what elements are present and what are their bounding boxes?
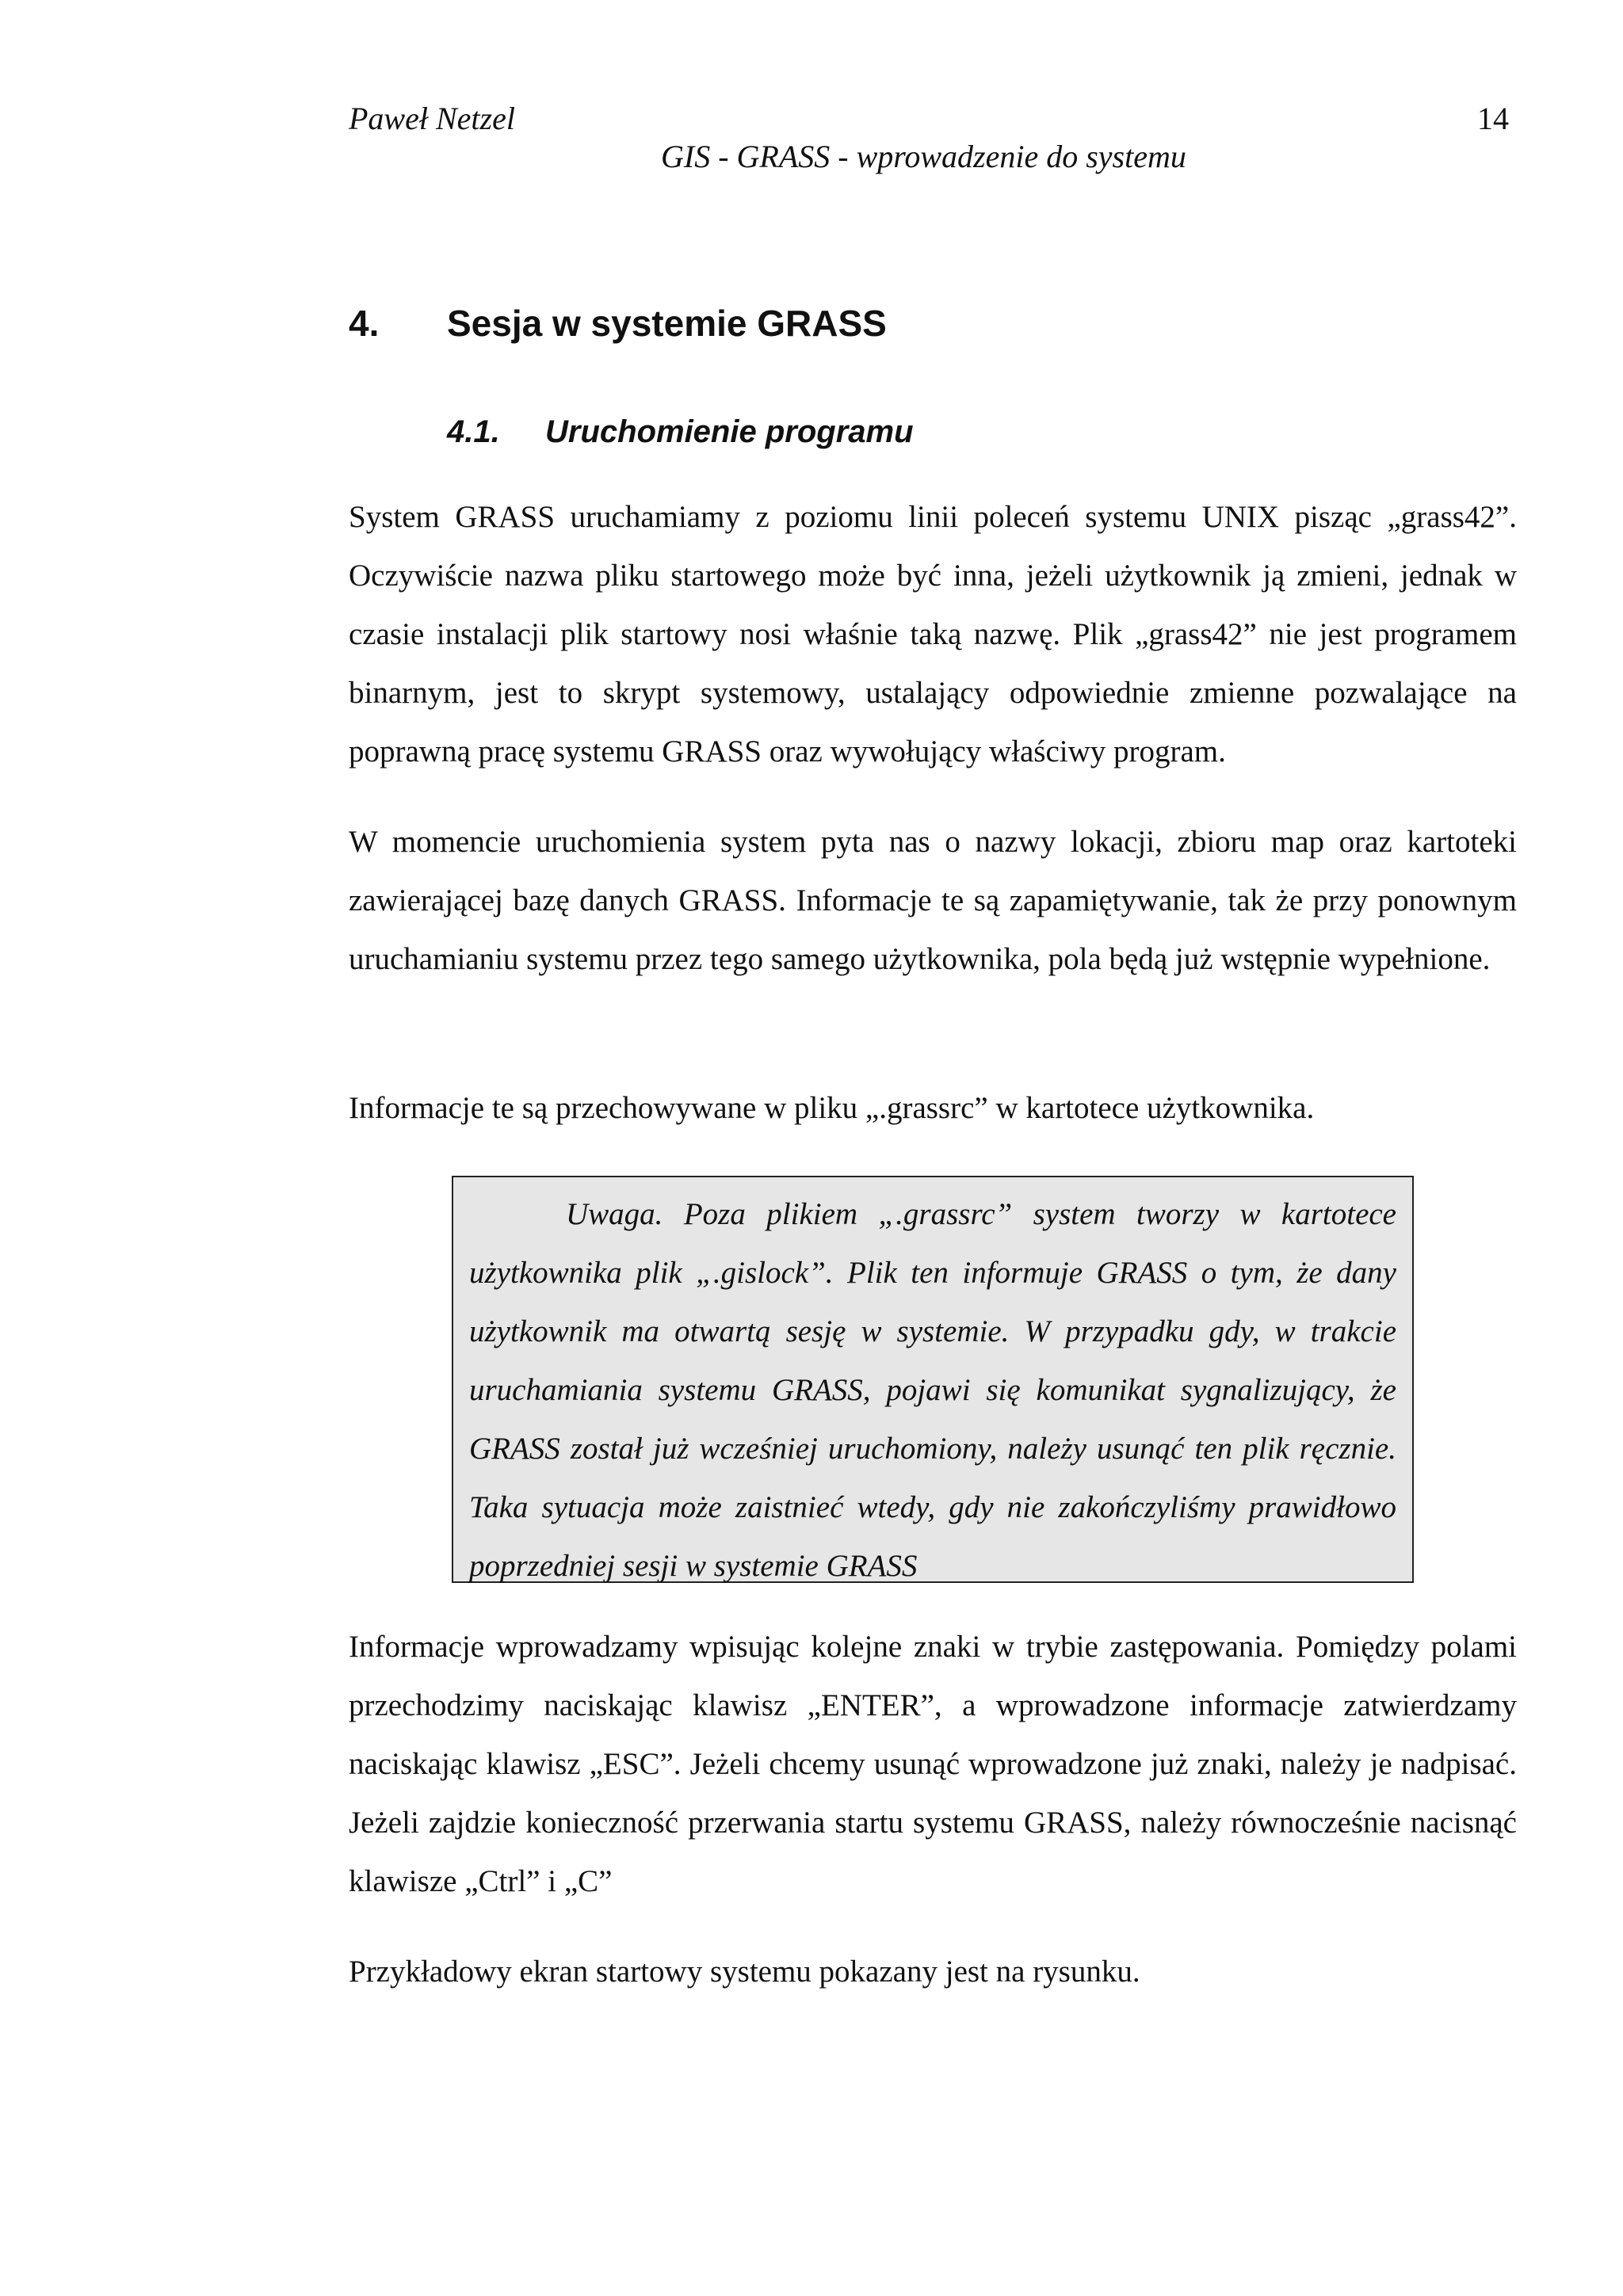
- paragraph-input-keys: Informacje wprowadzamy wpisując kolejne znaki w trybie zastępowania. Pomiędzy polami przechodzimy naciskając klawisz „ENTER”, a wprowadzone informacje zatwierdzamy naciskając klawisz „ESC”. Jeżeli chcemy usunąć wprowadzone już znaki, należy je nadpisać. Jeżeli zajdzie konieczność przerwania startu systemu GRASS, należy równocześnie nacisnąć klawisze „Ctrl” i „C”: [349, 1630, 1517, 1898]
- note-text: Uwaga. Poza plikiem „.grassrc” system tworzy w kartotece użytkownika plik „.gislock”. Plik ten informuje GRASS o tym, że dany użytkownik ma otwartą sesję w systemie. W przypadku gdy, w trakcie uruchamiania systemu GRASS, pojawi się komunikat sygnalizujący, że GRASS został już wcześniej uruchomiony, należy usunąć ten plik ręcznie. Taka sytuacja może zaistnieć wtedy, gdy nie zakończyliśmy prawidłowo poprzedniej sesji w systemie GRASS: [469, 1197, 1396, 1583]
- paragraph-location-prompt: W momencie uruchomienia system pyta nas o nazwy lokacji, zbioru map oraz kartoteki zawierającej bazę danych GRASS. Informacje te są zapamiętywanie, tak że przy ponownym uruchamianiu systemu przez tego samego użytkownika, pola będą już wstępnie wypełnione.: [349, 825, 1517, 976]
- paragraph-grassrc: Informacje te są przechowywane w pliku „.grassrc” w kartotece użytkownika.: [349, 1091, 1315, 1125]
- header-page-number: 14: [1477, 101, 1509, 136]
- header-author: Paweł Netzel: [349, 101, 515, 136]
- section-heading: [349, 301, 887, 345]
- paragraph-startup: System GRASS uruchamiamy z poziomu linii poleceń systemu UNIX pisząc „grass42”. Oczywiście nazwa pliku startowego może być inna, jeżeli użytkownik ją zmieni, jednak w czasie instalacji plik startowy nosi właśnie taką nazwę. Plik „grass42” nie jest programem binarnym, jest to skrypt systemowy, ustalający odpowiednie zmienne pozwalające na poprawną pracę systemu GRASS oraz wywołujący właściwy program.: [349, 500, 1517, 769]
- subsection-title: Uruchomienie programu: [545, 414, 914, 449]
- subsection-heading: [447, 412, 914, 452]
- note-box: [452, 1176, 1414, 1583]
- section-title: Sesja w systemie GRASS: [447, 303, 887, 344]
- paragraph-example-screen: Przykładowy ekran startowy systemu pokazany jest na rysunku.: [349, 1955, 1140, 1989]
- section-number: 4.: [349, 303, 380, 344]
- header-document-title: GIS - GRASS - wprowadzenie do systemu: [661, 139, 1186, 174]
- subsection-number: 4.1.: [447, 414, 500, 449]
